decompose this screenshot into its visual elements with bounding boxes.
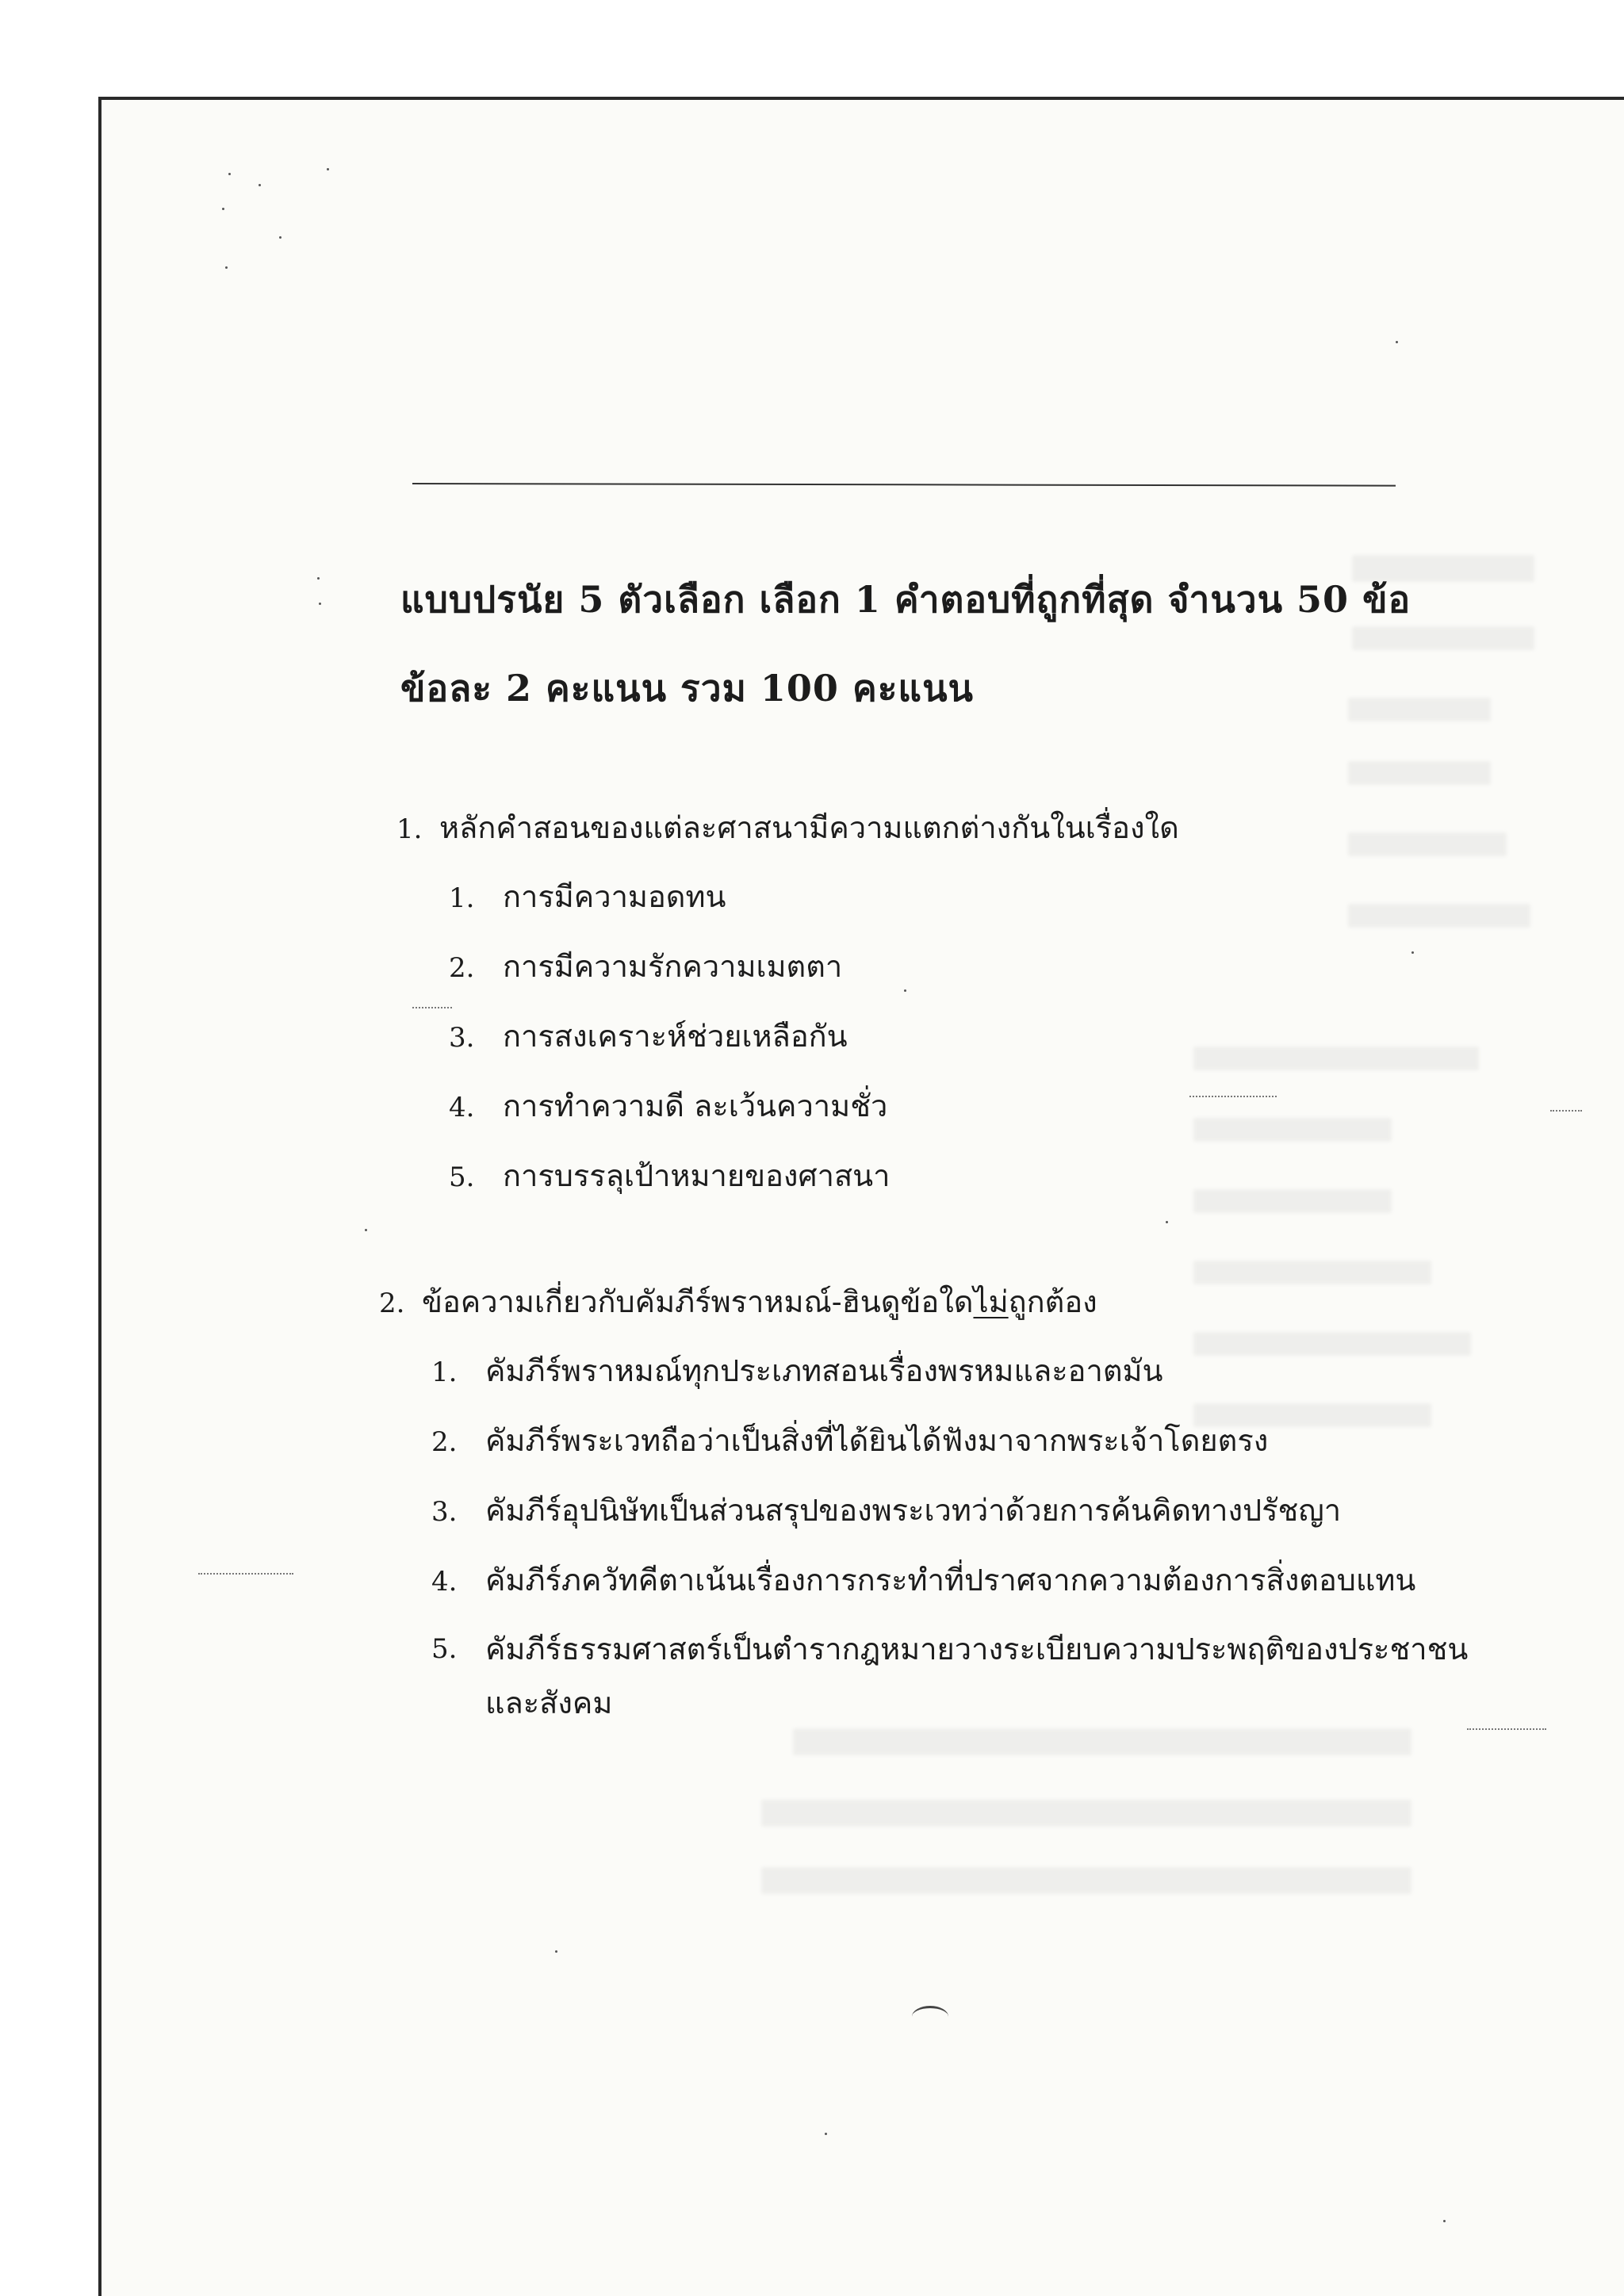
option-number: 5. [431, 1633, 458, 1665]
scan-dotted-mark [412, 1007, 452, 1008]
page-number-mark [912, 2006, 948, 2027]
option-number: 3. [431, 1496, 458, 1528]
scan-dotted-mark [198, 1573, 293, 1575]
question-2 [379, 1269, 1529, 1730]
option-text: การบรรลุเป้าหมายของศาสนา [503, 1158, 891, 1193]
question-2-options [379, 1337, 1529, 1730]
scan-speck [555, 1950, 557, 1953]
scan-speck [319, 603, 321, 605]
option-item [431, 1476, 1529, 1546]
scan-dotted-mark [1467, 1728, 1546, 1730]
option-number: 3. [449, 1022, 475, 1054]
bleed-through-line [1348, 761, 1491, 785]
option-number: 4. [449, 1092, 475, 1123]
instructions-line-2: ข้อละ 2 คะแนน รวม 100 คะแนน [400, 667, 974, 710]
option-item [431, 1546, 1529, 1616]
scan-speck [327, 168, 329, 170]
question-1-options [396, 863, 1546, 1211]
question-text: หลักคำสอนของแต่ละศาสนามีความแตกต่างกันในเรื่องใด [439, 810, 1179, 845]
scan-speck [225, 266, 228, 269]
option-text: คัมภีร์พราหมณ์ทุกประเภทสอนเรื่องพรหมและอาตมัน [485, 1353, 1163, 1388]
scan-speck [1411, 951, 1414, 954]
instructions-line-1: แบบปรนัย 5 ตัวเลือก เลือก 1 คำตอบที่ถูกที่สุด จำนวน 50 ข้อ [400, 578, 1411, 621]
option-item [449, 1142, 1546, 1211]
option-item [449, 863, 1546, 932]
scan-speck [365, 1229, 367, 1231]
scan-speck [825, 2133, 827, 2135]
option-item [449, 1002, 1546, 1072]
option-text: คัมภีร์อุปนิษัทเป็นส่วนสรุปของพระเวทว่าด้วยการค้นคิดทางปรัชญา [485, 1493, 1342, 1528]
scan-speck [222, 208, 224, 210]
scan-dotted-mark [1550, 1110, 1582, 1112]
option-text: การสงเคราะห์ช่วยเหลือกัน [503, 1019, 848, 1054]
question-text [422, 1269, 1097, 1335]
option-item [431, 1406, 1529, 1476]
option-item [431, 1337, 1529, 1406]
exam-instructions [400, 555, 1511, 733]
option-number: 2. [431, 1426, 458, 1458]
scan-speck [1166, 1221, 1168, 1223]
option-number: 2. [449, 952, 475, 984]
question-text-after: ถูกต้อง [1008, 1284, 1097, 1319]
option-text: คัมภีร์ธรรมศาสตร์เป็นตำรากฎหมายวางระเบียบความประพฤติของประชาชนและสังคม [485, 1632, 1469, 1720]
option-item [431, 1616, 1529, 1730]
option-number: 4. [431, 1566, 458, 1598]
option-text: คัมภีร์ภควัทคีตาเน้นเรื่องการกระทำที่ปราศจากความต้องการสิ่งตอบแทน [485, 1563, 1416, 1598]
option-text: การทำความดี ละเว้นความชั่ว [503, 1089, 888, 1123]
question-2-stem [379, 1269, 1529, 1337]
option-number: 1. [431, 1357, 458, 1388]
option-item [449, 932, 1546, 1002]
question-text-before: ข้อความเกี่ยวกับคัมภีร์พราหมณ์-ฮินดูข้อใด [422, 1284, 974, 1319]
scan-speck [317, 577, 320, 580]
scan-speck [279, 236, 282, 239]
question-1-stem [396, 794, 1546, 863]
option-text: การมีความอดทน [503, 879, 726, 914]
option-item [449, 1072, 1546, 1142]
question-number: 1. [396, 813, 423, 845]
scan-speck [228, 173, 231, 175]
scan-speck [1443, 2220, 1446, 2222]
option-number: 5. [449, 1161, 475, 1193]
option-text: คัมภีร์พระเวทถือว่าเป็นสิ่งที่ได้ยินได้ฟังมาจากพระเจ้าโดยตรง [485, 1423, 1269, 1458]
question-1 [396, 794, 1546, 1211]
bleed-through-line [793, 1728, 1411, 1755]
scan-speck [259, 184, 261, 186]
bleed-through-line [761, 1800, 1411, 1827]
scan-speck [1396, 341, 1398, 343]
option-text: การมีความรักความเมตตา [503, 949, 843, 984]
scan-speck [904, 989, 906, 992]
scan-dotted-mark [1189, 1096, 1277, 1097]
option-number: 1. [449, 882, 475, 914]
underlined-negation: ไม่ [973, 1284, 1009, 1319]
question-number: 2. [379, 1288, 405, 1319]
bleed-through-line [761, 1867, 1411, 1894]
